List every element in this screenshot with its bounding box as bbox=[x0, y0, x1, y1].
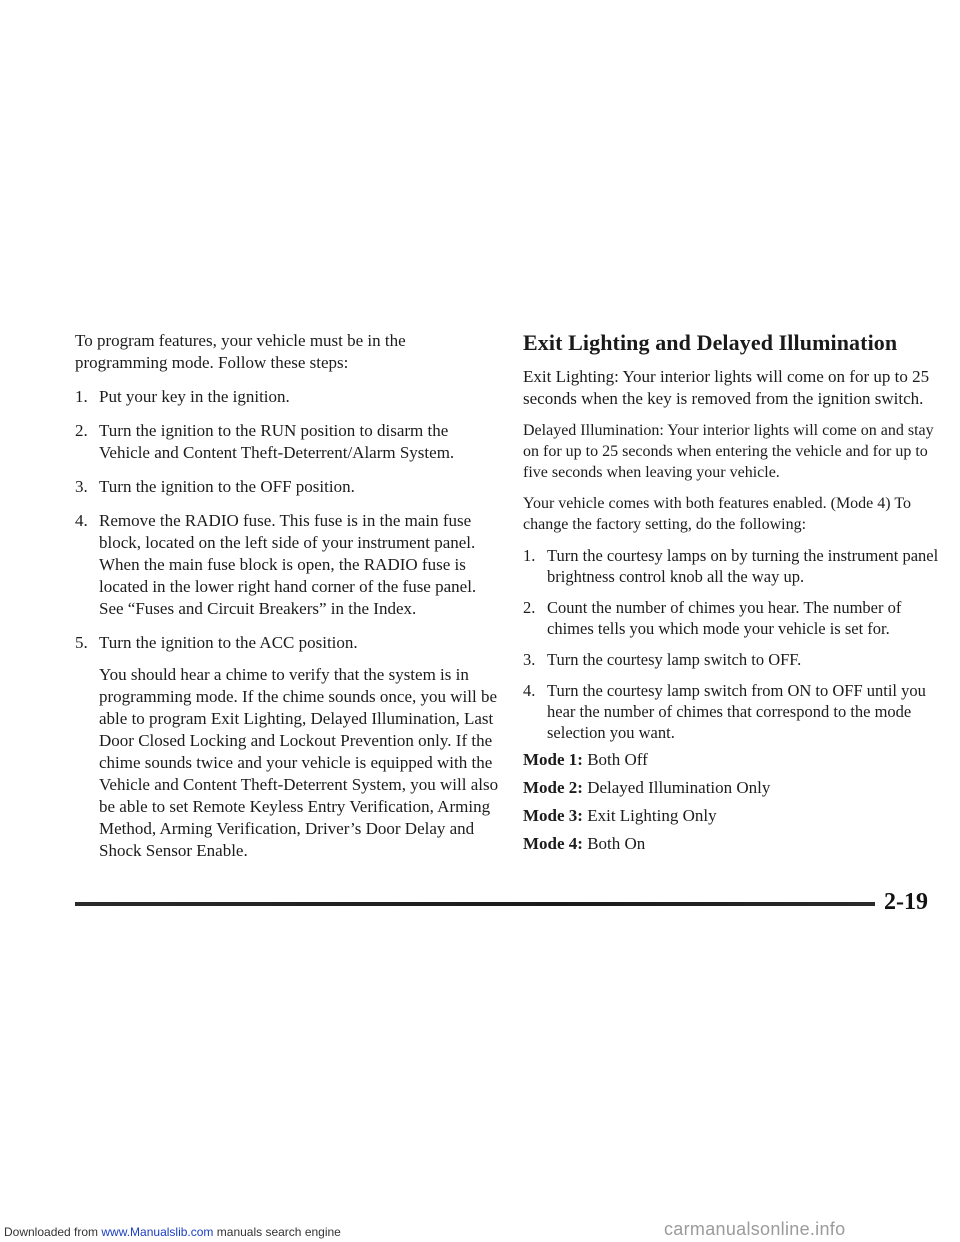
right-column bbox=[523, 330, 941, 855]
section-heading: Exit Lighting and Delayed Illumination bbox=[523, 330, 898, 355]
download-footer: Downloaded from www.Manualslib.com manuals search engine bbox=[4, 1225, 341, 1239]
list-item: 5. Turn the ignition to the ACC position. bbox=[75, 633, 358, 652]
page-number: 2-19 bbox=[884, 889, 928, 915]
mode-2: Mode 2: Delayed Illumination Only bbox=[523, 778, 771, 797]
list-item: 2. Turn the ignition to the RUN position to disarm the Vehicle and Content Theft-Deterrent/Alarm System. bbox=[75, 421, 455, 462]
list-item: 2. Count the number of chimes you hear. The number of chimes tells you which mode your vehicle is set for. bbox=[523, 598, 902, 638]
exit-lighting-paragraph: Exit Lighting: Your interior lights will come on for up to 25 seconds when the key is removed from the ignition switch. bbox=[523, 367, 930, 408]
factory-setting-paragraph: Your vehicle comes with both features enabled. (Mode 4) To change the factory setting, do the following: bbox=[523, 495, 911, 533]
mode-1: Mode 1: Both Off bbox=[523, 750, 648, 769]
left-column bbox=[75, 330, 500, 862]
watermark-text: carmanualsonline.info bbox=[664, 1219, 846, 1239]
intro-paragraph: To program features, your vehicle must be in the programming mode. Follow these steps: bbox=[75, 331, 406, 372]
list-item: 1. Put your key in the ignition. bbox=[75, 387, 290, 406]
delayed-illumination-paragraph: Delayed Illumination: Your interior lights will come on and stay on for up to 25 seconds when entering the vehicle and for up to five seconds when leaving your vehicle. bbox=[523, 422, 934, 481]
list-item: 3. Turn the courtesy lamp switch to OFF. bbox=[523, 650, 802, 669]
mode-4: Mode 4: Both On bbox=[523, 834, 646, 853]
manualslib-link[interactable]: www.Manualslib.com bbox=[101, 1225, 214, 1239]
mode-steps bbox=[523, 545, 941, 743]
programming-steps bbox=[75, 386, 500, 654]
list-item: 3. Turn the ignition to the OFF position. bbox=[75, 477, 355, 496]
list-item: 1. Turn the courtesy lamps on by turning the instrument panel brightness control knob all the way up. bbox=[523, 546, 939, 586]
list-item: 4. Turn the courtesy lamp switch from ON to OFF until you hear the number of chimes that correspond to the mode selection you want. bbox=[523, 681, 926, 742]
mode-3: Mode 3: Exit Lighting Only bbox=[523, 806, 717, 825]
list-item: 4. Remove the RADIO fuse. This fuse is in the main fuse block, located on the left side of your instrument panel. When the main fuse block is open, the RADIO fuse is located in the lower right hand corner of the fuse panel. See “Fuses and Circuit Breakers” in the Index. bbox=[75, 511, 477, 618]
step5-detail: You should hear a chime to verify that the system is in programming mode. If the chime sounds once, you will be able to program Exit Lighting, Delayed Illumination, Last Door Closed Locking and Lockout Prevention only. If the chime sounds twice and your vehicle is equipped with the Vehicle and Content Theft-Deterrent System, you will also be able to set Remote Keyless Entry Verification, Arming Method, Arming Verification, Driver’s Door Delay and Shock Sensor Enable. bbox=[99, 665, 499, 860]
footer-rule bbox=[75, 902, 875, 906]
